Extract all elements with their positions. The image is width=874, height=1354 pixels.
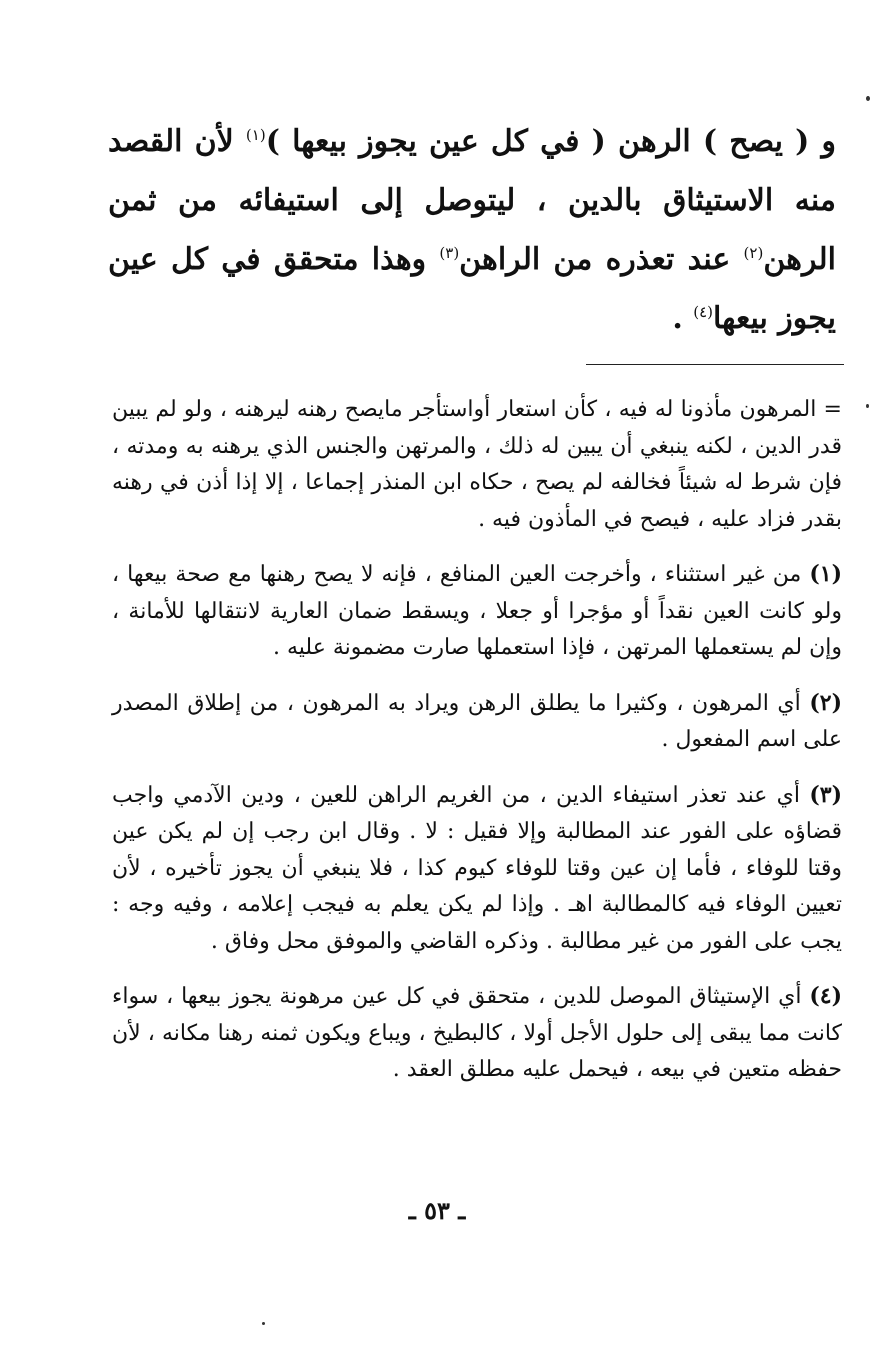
footnote-separator (586, 364, 844, 365)
main-text-segment: و ( يصح ) الرهن ( في كل عين يجوز بيعها ) (265, 124, 837, 159)
footnote-number: (١) (809, 561, 842, 587)
footnote-text: أي المرهون ، وكثيرا ما يطلق الرهن ويراد به المرهون ، من إطلاق المصدر على اسم المفعول . (112, 690, 842, 752)
main-text-segment: . (672, 301, 694, 336)
footnote-3 (112, 777, 842, 961)
scan-speck (866, 404, 869, 408)
footnote-number: (٣) (809, 781, 842, 808)
page-number: ـ ٥٣ ـ (408, 1196, 466, 1225)
scan-speck (262, 1322, 265, 1325)
footnote-number: (٢) (809, 689, 842, 716)
footnote-text: من غير استثناء ، وأخرجت العين المنافع ، فإنه لا يصح رهنها مع صحة بيعها ، ولو كانت العين نقداً أو مؤجرا أو جعلا ، ويسقط ضمان العارية لانتقالها للأمانة ، وإن لم يستعملها المرتهن ، فإذا استعملها صارت مضمونة عليه . (112, 562, 842, 660)
main-text-segment: لأن القصد منه الاستيثاق بالدين ، ليتوصل إلى استيفائه من ثمن الرهن (108, 124, 836, 277)
main-text-segment: وهذا متحقق في كل عين يجوز بيعها (108, 242, 836, 336)
footnote-number: (٤) (809, 983, 842, 1009)
footnote-mark-2: (٢) (743, 244, 764, 262)
main-paragraph (108, 112, 836, 348)
footnote-mark-1: (١) (245, 126, 266, 144)
footnote-text: أي الإستيثاق الموصل للدين ، متحقق في كل عين مرهونة يجوز بيعها ، سواء كانت مما يبقى إلى حلول الأجل أولا ، كالبطيخ ، ويباع ويكون ثمنه رهنا مكانه ، لأن حفظه متعين في بيعه ، فيحمل عليه مطلق العقد . (112, 984, 842, 1082)
main-text-segment: عند تعذره من الراهن (459, 242, 744, 277)
scan-speck (866, 96, 870, 101)
footnote-4 (112, 978, 842, 1089)
footnote-mark-4: (٤) (693, 303, 713, 321)
footnotes (112, 392, 842, 1107)
footnote-text: أي عند تعذر استيفاء الدين ، من الغريم الراهن للعين ، ودين الآدمي واجب قضاؤه على الفور عند المطالبة وإلا فقيل : لا . وقال ابن رجب إن لم يكن عين وقتا للوفاء ، فأما إن عين وقتا للوفاء كيوم كذا ، فلا ينبغي أن يجوز تأخيره ، لأن تعيين الوفاء فيه كالمطالبة اهـ . وإذا لم يكن يعلم به فيجب إعلامه ، وفيه وجه : يجب على الفور من غير مطالبة . وذكره القاضي والموفق محل وفاق . (112, 782, 842, 954)
footnote-mark-3: (٣) (439, 244, 460, 262)
footnote-2 (112, 685, 842, 759)
footnote-continued: = المرهون مأذونا له فيه ، كأن استعار أواستأجر مايصح رهنه ليرهنه ، ولو لم يبين قدر الدين ، لكنه ينبغي أن يبين له ذلك ، والمرتهن والجنس الذي يرهنه به ومدته ، فإن شرط له شيئاً فخالفه لم يصح ، حكاه ابن المنذر إجماعا ، إلا إذا أذن في رهنه بقدر فزاد عليه ، فيصح في المأذون فيه . (112, 397, 842, 532)
main-text (108, 112, 836, 348)
footnote-1 (112, 556, 842, 667)
